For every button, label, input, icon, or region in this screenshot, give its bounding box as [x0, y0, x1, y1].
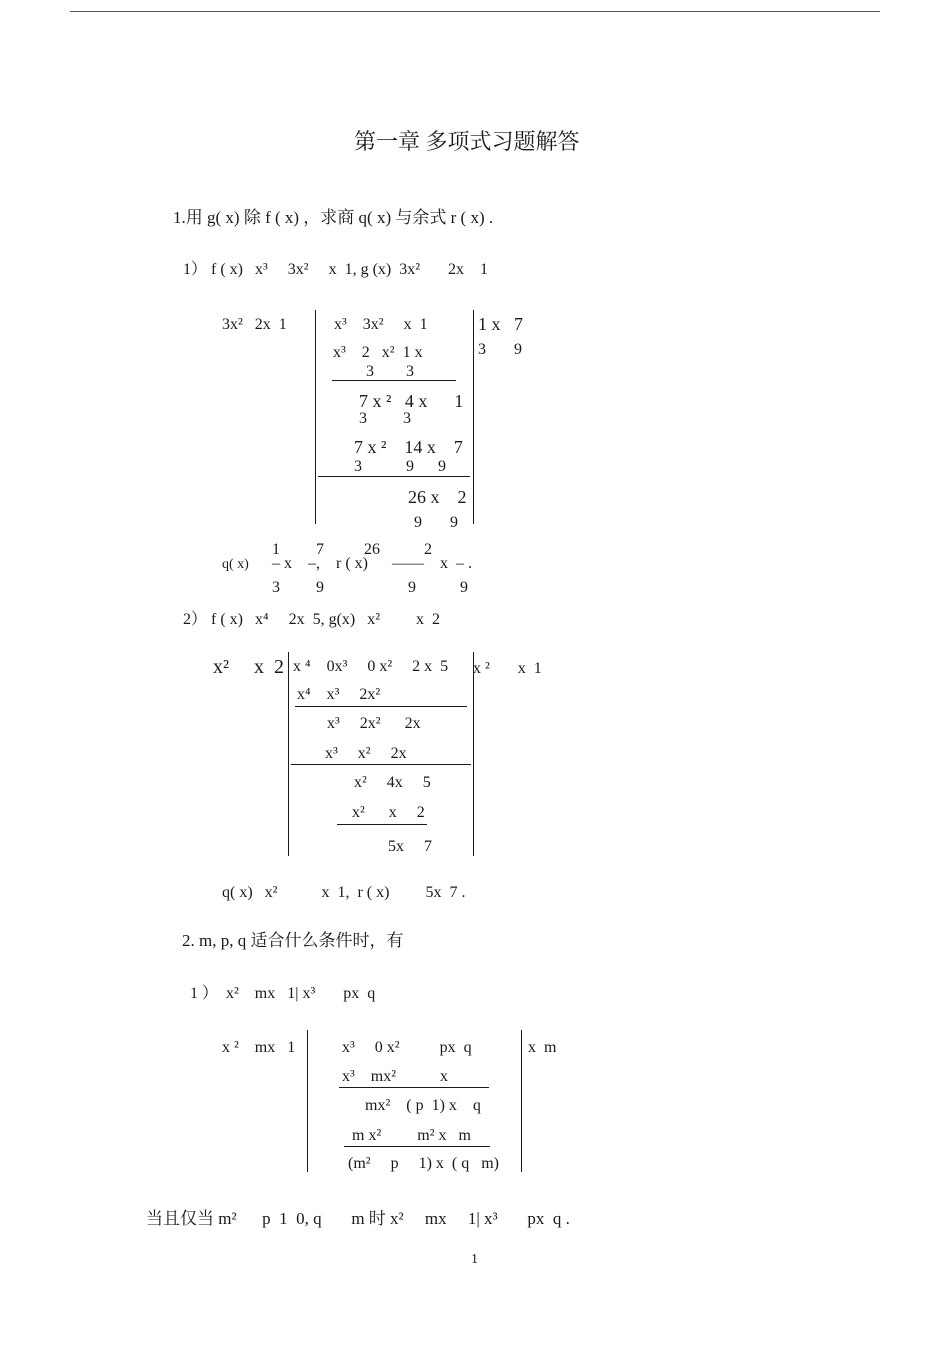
div1-rule-2	[318, 476, 470, 477]
page-title: 第一章 多项式习题解答	[354, 129, 580, 154]
div1-row1: x³ 2 x² 1 x	[333, 344, 423, 361]
div2-rule-2	[291, 764, 471, 765]
div3-rule-1	[339, 1087, 489, 1088]
div1-left-bar	[315, 310, 316, 524]
div1-row3-den: 3 9 9	[354, 458, 446, 475]
div1-quotient-den: 3 9	[478, 341, 522, 358]
div2-left-bar	[288, 652, 289, 856]
q2-p1-statement: 1 ） x² mx 1| x³ px q	[190, 985, 376, 1002]
q1-p2-statement: 2） f ( x) x⁴ 2x 5, g(x) x² x 2	[183, 611, 441, 628]
ans2: q( x) x² x 1, r ( x) 5x 7 .	[222, 884, 466, 901]
div1-right-bar	[473, 310, 474, 524]
div2-divisor: x² x 2	[213, 656, 284, 678]
div1-row2-den: 3 3	[359, 410, 411, 427]
div1-remainder: 26 x 2	[408, 487, 467, 507]
div3-rule-2	[344, 1146, 490, 1147]
div1-rule-1	[332, 380, 456, 381]
div1-quotient-num: 1 x 7	[478, 314, 523, 334]
div2-row1: x⁴ x³ 2x²	[297, 686, 381, 703]
q2-prompt: 2. m, p, q 适合什么条件时，有	[182, 931, 404, 950]
page-number: 1	[471, 1252, 478, 1267]
div1-divisor: 3x² 2x 1	[222, 316, 287, 333]
header-rule	[70, 11, 880, 12]
div3-left-bar	[307, 1030, 308, 1172]
div2-rule-1	[295, 706, 467, 707]
div2-right-bar	[473, 652, 474, 856]
div2-rule-3	[337, 824, 427, 825]
div3-divisor: x ² mx 1	[222, 1039, 296, 1056]
ans1-mid: – x –, r ( x) —— x – .	[272, 555, 472, 572]
div3-right-bar	[521, 1030, 522, 1172]
q2-conclusion: 当且仅当 m² p 1 0, q m 时 x² mx 1| x³ px q .	[146, 1209, 570, 1228]
ans1-numerators: 1 7 26 2	[272, 541, 432, 558]
div3-row3: m x² m² x m	[352, 1127, 471, 1144]
div2-row4: x² 4x 5	[354, 774, 431, 791]
div3-row1: x³ mx² x	[342, 1068, 449, 1085]
div2-row3: x³ x² 2x	[325, 745, 407, 762]
div3-dividend: x³ 0 x² px q	[342, 1039, 472, 1056]
div1-dividend: x³ 3x² x 1	[334, 316, 428, 333]
div2-row5: x² x 2	[352, 804, 425, 821]
div1-row3: 7 x ² 14 x 7	[354, 437, 463, 457]
div1-row2: 7 x ² 4 x 1	[359, 391, 464, 411]
div2-dividend: x ⁴ 0x³ 0 x² 2 x 5	[293, 658, 449, 675]
div3-remainder: (m² p 1) x ( q m)	[348, 1155, 499, 1172]
ans1-denominators: 3 9 9 9	[272, 579, 468, 596]
div2-quotient: x ² x 1	[473, 660, 542, 677]
div3-quotient: x m	[528, 1039, 557, 1056]
q1-p1-statement: 1） f ( x) x³ 3x² x 1, g (x) 3x² 2x 1	[183, 261, 489, 278]
div2-remainder: 5x 7	[388, 838, 432, 855]
div1-row1-den: 3 3	[366, 363, 414, 380]
ans1-q-label: q( x)	[222, 557, 249, 572]
q1-prompt: 1.用 g( x) 除 f ( x) ，求商 q( x) 与余式 r ( x) .	[173, 208, 494, 227]
div2-row2: x³ 2x² 2x	[327, 715, 421, 732]
div1-remainder-den: 9 9	[414, 514, 458, 531]
div3-row2: mx² ( p 1) x q	[365, 1097, 481, 1114]
